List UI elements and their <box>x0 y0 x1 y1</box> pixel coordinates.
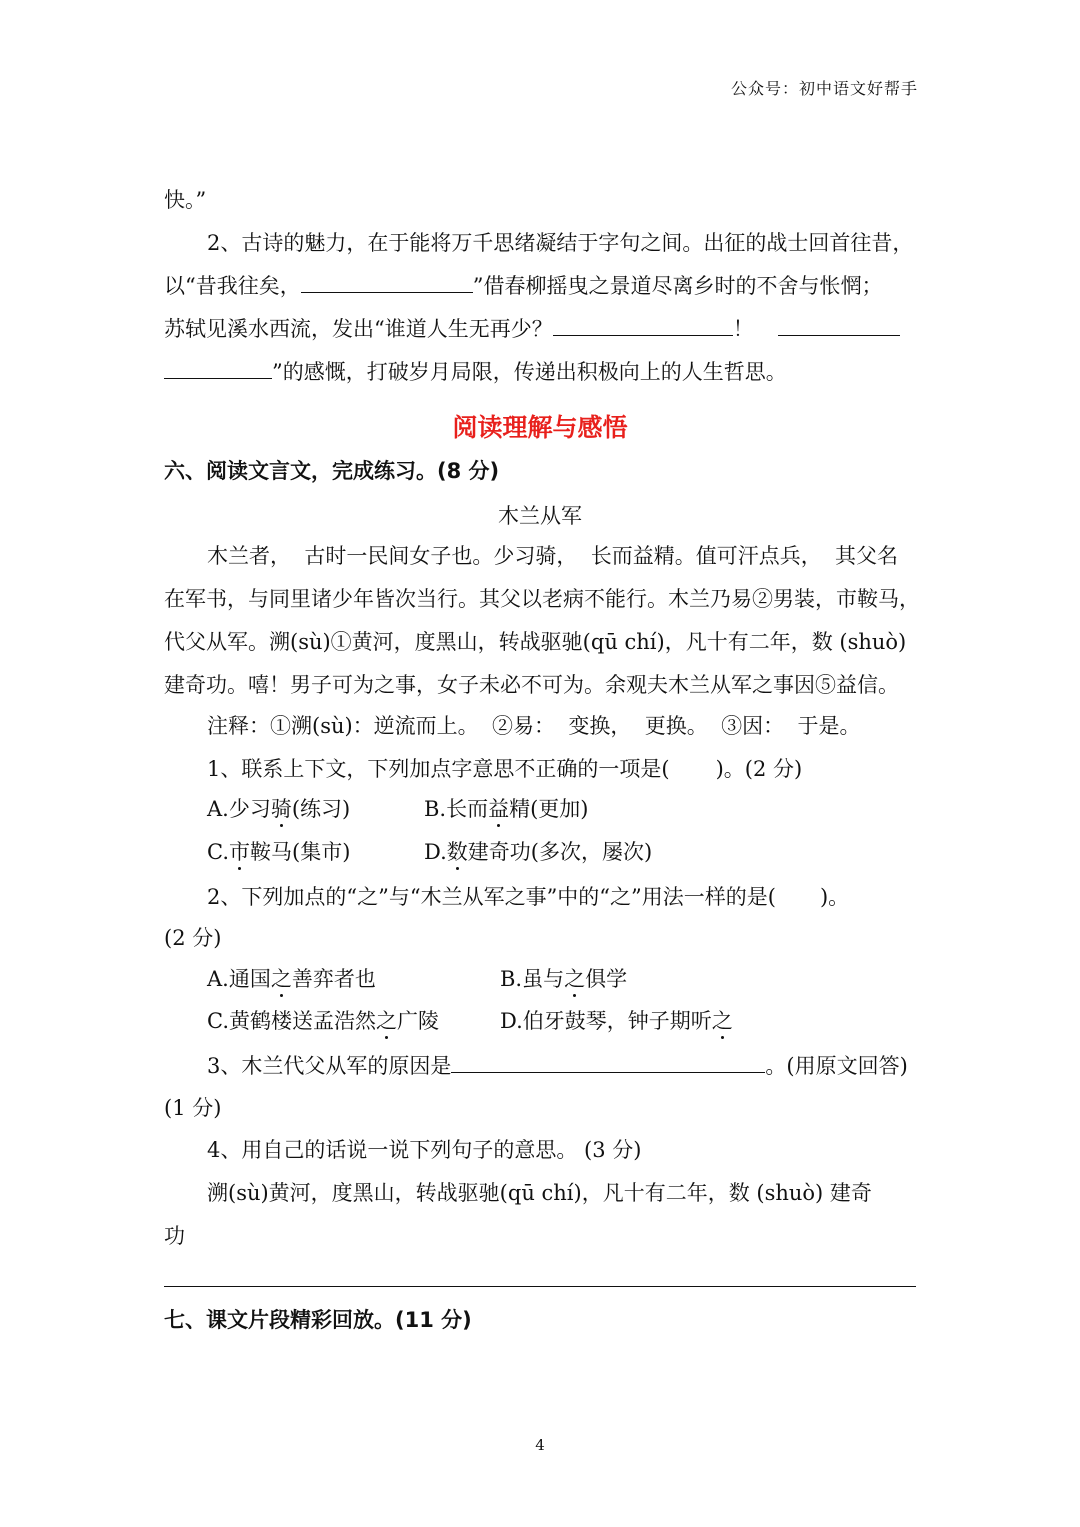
sub2-option-a[interactable]: A.通国之善弈者也 <box>207 967 376 991</box>
sub4-sentence-line2: 功 <box>164 1224 185 1248</box>
dotted-char: 市 <box>229 840 250 864</box>
sub2-score: (2 分) <box>164 926 222 950</box>
sub2-options-ab <box>207 965 917 993</box>
sub3-stem-b: 。(用原文回答) <box>765 1054 908 1078</box>
q5-2-line2 <box>164 272 916 300</box>
section-title: 阅读理解与感悟 <box>452 413 628 442</box>
q5-2-line3 <box>164 315 916 343</box>
q5-2-line4-text: ”的感慨，打破岁月局限，传递出积极向上的人生哲思。 <box>272 360 787 384</box>
sub2-stem-a: 2、下列加点的“之”与“木兰从军之事”中的“之”用法一样的是( <box>207 885 776 909</box>
q5-2-line2-b: ”借春柳摇曳之景道尽离乡时的不舍与怅惘； <box>472 274 883 298</box>
passage-line3: 代父从军。溯(sù)①黄河，度黑山，转战驱驰(qū chí)，凡十有二年，数 (shuò) <box>164 630 907 654</box>
fill-blank-2[interactable] <box>553 315 733 336</box>
sub1-options-ab <box>207 795 917 823</box>
fill-blank-sub3[interactable] <box>451 1052 765 1073</box>
dotted-char: 之 <box>564 967 586 991</box>
q5-2-line1: 2、古诗的魅力，在于能将万千思绪凝结于字句之间。出征的战士回首往昔， <box>207 231 914 255</box>
q5-2-line3-b: ！ <box>732 317 754 341</box>
dotted-char: 益 <box>488 797 510 821</box>
fill-blank-1[interactable] <box>301 272 473 293</box>
sub1-stem-b: )。(2 分) <box>715 757 803 781</box>
sub2-stem <box>207 883 917 911</box>
dotted-char: 数 <box>446 840 468 864</box>
header-account: 公众号：初中语文好帮手 <box>730 79 918 98</box>
fill-blank-3[interactable] <box>778 315 900 336</box>
sub1-option-a[interactable]: A.少习骑(练习) <box>207 797 351 821</box>
dotted-char: 之 <box>711 1009 733 1033</box>
sub4-sentence-line1: 溯(sù)黄河，度黑山，转战驱驰(qū chí)，凡十有二年，数 (shuò) 建奇 <box>207 1181 872 1205</box>
passage-line1: 木兰者， 古时一民间女子也。少习骑， 长而益精。值可汗点兵， 其父名 <box>207 544 899 568</box>
sub2-options-cd <box>207 1007 917 1035</box>
sub2-stem-b: )。 <box>819 885 850 909</box>
notes: 注释：①溯(sù)：逆流而上。 ②易： 变换， 更换。 ③因： 于是。 <box>207 714 861 738</box>
passage-title: 木兰从军 <box>498 504 582 528</box>
page-number: 4 <box>535 1436 545 1454</box>
sub4-stem: 4、用自己的话说一说下列句子的意思。 (3 分) <box>207 1138 642 1162</box>
q5-2-line3-a: 苏轼见溪水西流，发出“谁道人生无再少？ <box>164 317 553 341</box>
passage-line2: 在军书，与同里诸少年皆次当行。其父以老病不能行。木兰乃易②男装，市鞍马， <box>164 587 920 611</box>
sub3-stem-a: 3、木兰代父从军的原因是 <box>207 1054 452 1078</box>
passage-line4: 建奇功。嘻！男子可为之事，女子未必不可为。余观夫木兰从军之事因⑤益信。 <box>164 673 899 697</box>
q7-heading: 七、课文片段精彩回放。(11 分) <box>164 1308 472 1332</box>
dotted-char: 之 <box>376 1009 397 1033</box>
sub2-option-d[interactable]: D.伯牙鼓琴，钟子期听之 <box>500 1009 733 1033</box>
sub3-stem <box>207 1052 917 1080</box>
q6-heading: 六、阅读文言文，完成练习。(8 分) <box>164 459 500 483</box>
sub1-options-cd <box>207 838 917 866</box>
sub1-option-d[interactable]: D.数建奇功(多次，屡次) <box>424 840 653 864</box>
sub2-option-c[interactable]: C.黄鹤楼送孟浩然之广陵 <box>207 1009 439 1033</box>
fill-blank-3-cont[interactable] <box>164 358 272 379</box>
sub1-stem-a: 1、联系上下文，下列加点字意思不正确的一项是( <box>207 757 670 781</box>
answer-line-sub4[interactable] <box>164 1286 916 1287</box>
dotted-char: 之 <box>270 967 292 991</box>
dotted-char: 骑 <box>270 797 292 821</box>
sub2-option-b[interactable]: B.虽与之俱学 <box>500 967 628 991</box>
sub1-option-c[interactable]: C.市鞍马(集市) <box>207 840 351 864</box>
q5-2-line2-a: 以“昔我往矣， <box>164 274 301 298</box>
sub1-stem <box>207 755 917 783</box>
sub3-score: (1 分) <box>164 1096 222 1120</box>
sub1-option-b[interactable]: B.长而益精(更加) <box>424 797 589 821</box>
carry-over-text: 快。” <box>164 188 207 212</box>
q5-2-line4 <box>164 358 916 386</box>
